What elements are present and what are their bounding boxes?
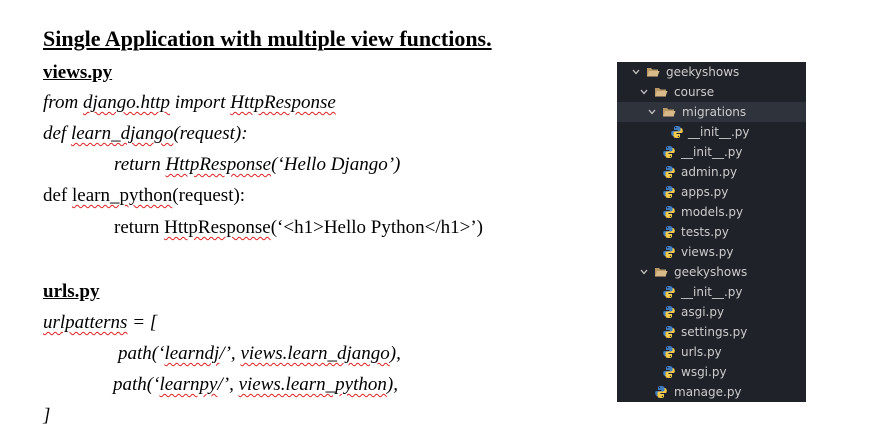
tree-item-label: tests.py	[681, 225, 729, 239]
tree-item-label: __init__.py	[681, 145, 743, 159]
tree-item-label: geekyshows	[666, 65, 740, 79]
code-token: /’,	[217, 374, 239, 395]
tree-file-manage[interactable]	[617, 382, 806, 402]
code-token: ),	[389, 343, 401, 364]
code-line-return1	[114, 154, 400, 176]
tree-item-label: urls.py	[681, 345, 722, 359]
python-file-icon	[662, 285, 676, 299]
code-line-return2	[114, 217, 483, 239]
tree-item-label: course	[674, 85, 715, 99]
code-token: (‘<h1>Hello Python</h1>’)	[270, 217, 483, 238]
tree-file-wsgi[interactable]	[617, 362, 806, 382]
python-file-icon	[662, 245, 676, 259]
tree-folder-course[interactable]	[617, 82, 806, 102]
tree-folder-migrations[interactable]	[617, 102, 806, 122]
python-file-icon	[662, 165, 676, 179]
python-file-icon	[662, 185, 676, 199]
python-file-icon	[654, 385, 668, 399]
tree-item-label: apps.py	[681, 185, 729, 199]
tree-item-label: views.py	[681, 245, 734, 259]
tree-file-models[interactable]	[617, 202, 806, 222]
tree-file-urls[interactable]	[617, 342, 806, 362]
code-token: views.learn_django	[240, 343, 390, 364]
code-token: = [	[127, 312, 158, 333]
views-filename: views.py	[43, 62, 113, 83]
code-token: HttpResponse	[230, 92, 336, 113]
code-token: learn_django	[70, 123, 174, 144]
tree-item-label: geekyshows	[674, 265, 748, 279]
tree-file-settings[interactable]	[617, 322, 806, 342]
tree-file-admin[interactable]	[617, 162, 806, 182]
tree-item-label: wsgi.py	[681, 365, 727, 379]
code-token: learn_python	[72, 185, 173, 206]
python-file-icon	[662, 305, 676, 319]
code-token: views.learn_python	[238, 374, 387, 395]
chevron-down-icon	[639, 87, 649, 97]
folder-open-icon	[654, 265, 668, 279]
code-line-import	[43, 92, 336, 114]
file-explorer	[617, 62, 806, 402]
code-token: HttpResponse	[165, 154, 272, 175]
code-token: from	[43, 92, 79, 113]
tree-item-label: __init__.py	[681, 285, 743, 299]
tree-item-label: manage.py	[674, 385, 742, 399]
tree-item-label: admin.py	[681, 165, 738, 179]
tree-folder-geekyshows[interactable]	[617, 62, 806, 82]
tree-item-label: __init__.py	[688, 125, 750, 139]
code-token: def	[43, 185, 68, 206]
tree-folder-geekyshows-inner[interactable]	[617, 262, 806, 282]
tree-item-label: asgi.py	[681, 305, 725, 319]
tree-file-init-course[interactable]	[617, 142, 806, 162]
chevron-down-icon	[639, 267, 649, 277]
code-line-def1	[43, 123, 248, 145]
code-token: urlpatterns	[43, 312, 128, 333]
code-token: def	[43, 123, 67, 144]
code-token: learndj	[164, 343, 220, 364]
chevron-down-icon	[647, 107, 657, 117]
python-file-icon	[670, 125, 684, 139]
python-file-icon	[662, 345, 676, 359]
tree-item-label: migrations	[682, 105, 747, 119]
tree-item-label: settings.py	[681, 325, 748, 339]
code-token: HttpResponse	[164, 217, 271, 238]
code-line-def2	[43, 185, 245, 207]
code-token: return	[114, 154, 161, 175]
code-token: /’,	[219, 343, 241, 364]
chevron-down-icon	[631, 67, 641, 77]
code-line-path2	[113, 374, 398, 396]
code-token: import	[174, 92, 226, 113]
code-token: (‘Hello Django’)	[271, 154, 401, 175]
code-token: django.http	[82, 92, 171, 113]
code-token: (request):	[172, 185, 246, 206]
code-token: return	[114, 217, 160, 238]
tree-file-init-geekyshows[interactable]	[617, 282, 806, 302]
code-token: (request):	[173, 123, 248, 144]
tree-item-label: models.py	[681, 205, 744, 219]
tree-file-asgi[interactable]	[617, 302, 806, 322]
code-line-urlpatterns	[43, 312, 157, 334]
folder-open-icon	[646, 65, 660, 79]
page-title: Single Application with multiple view functions.	[43, 26, 492, 51]
code-token: path(‘	[118, 343, 165, 364]
folder-open-icon	[654, 85, 668, 99]
code-token: ),	[386, 374, 398, 395]
code-token: learnpy	[159, 374, 218, 395]
tree-file-apps[interactable]	[617, 182, 806, 202]
tree-file-tests[interactable]	[617, 222, 806, 242]
python-file-icon	[662, 205, 676, 219]
tree-file-views[interactable]	[617, 242, 806, 262]
python-file-icon	[662, 145, 676, 159]
code-line-close: ]	[43, 405, 51, 426]
urls-filename: urls.py	[43, 281, 100, 302]
python-file-icon	[662, 225, 676, 239]
python-file-icon	[662, 325, 676, 339]
code-line-path1	[118, 343, 401, 365]
folder-open-icon	[662, 105, 676, 119]
code-token: path(‘	[113, 374, 160, 395]
tree-file-init-migrations[interactable]	[617, 122, 806, 142]
python-file-icon	[662, 365, 676, 379]
